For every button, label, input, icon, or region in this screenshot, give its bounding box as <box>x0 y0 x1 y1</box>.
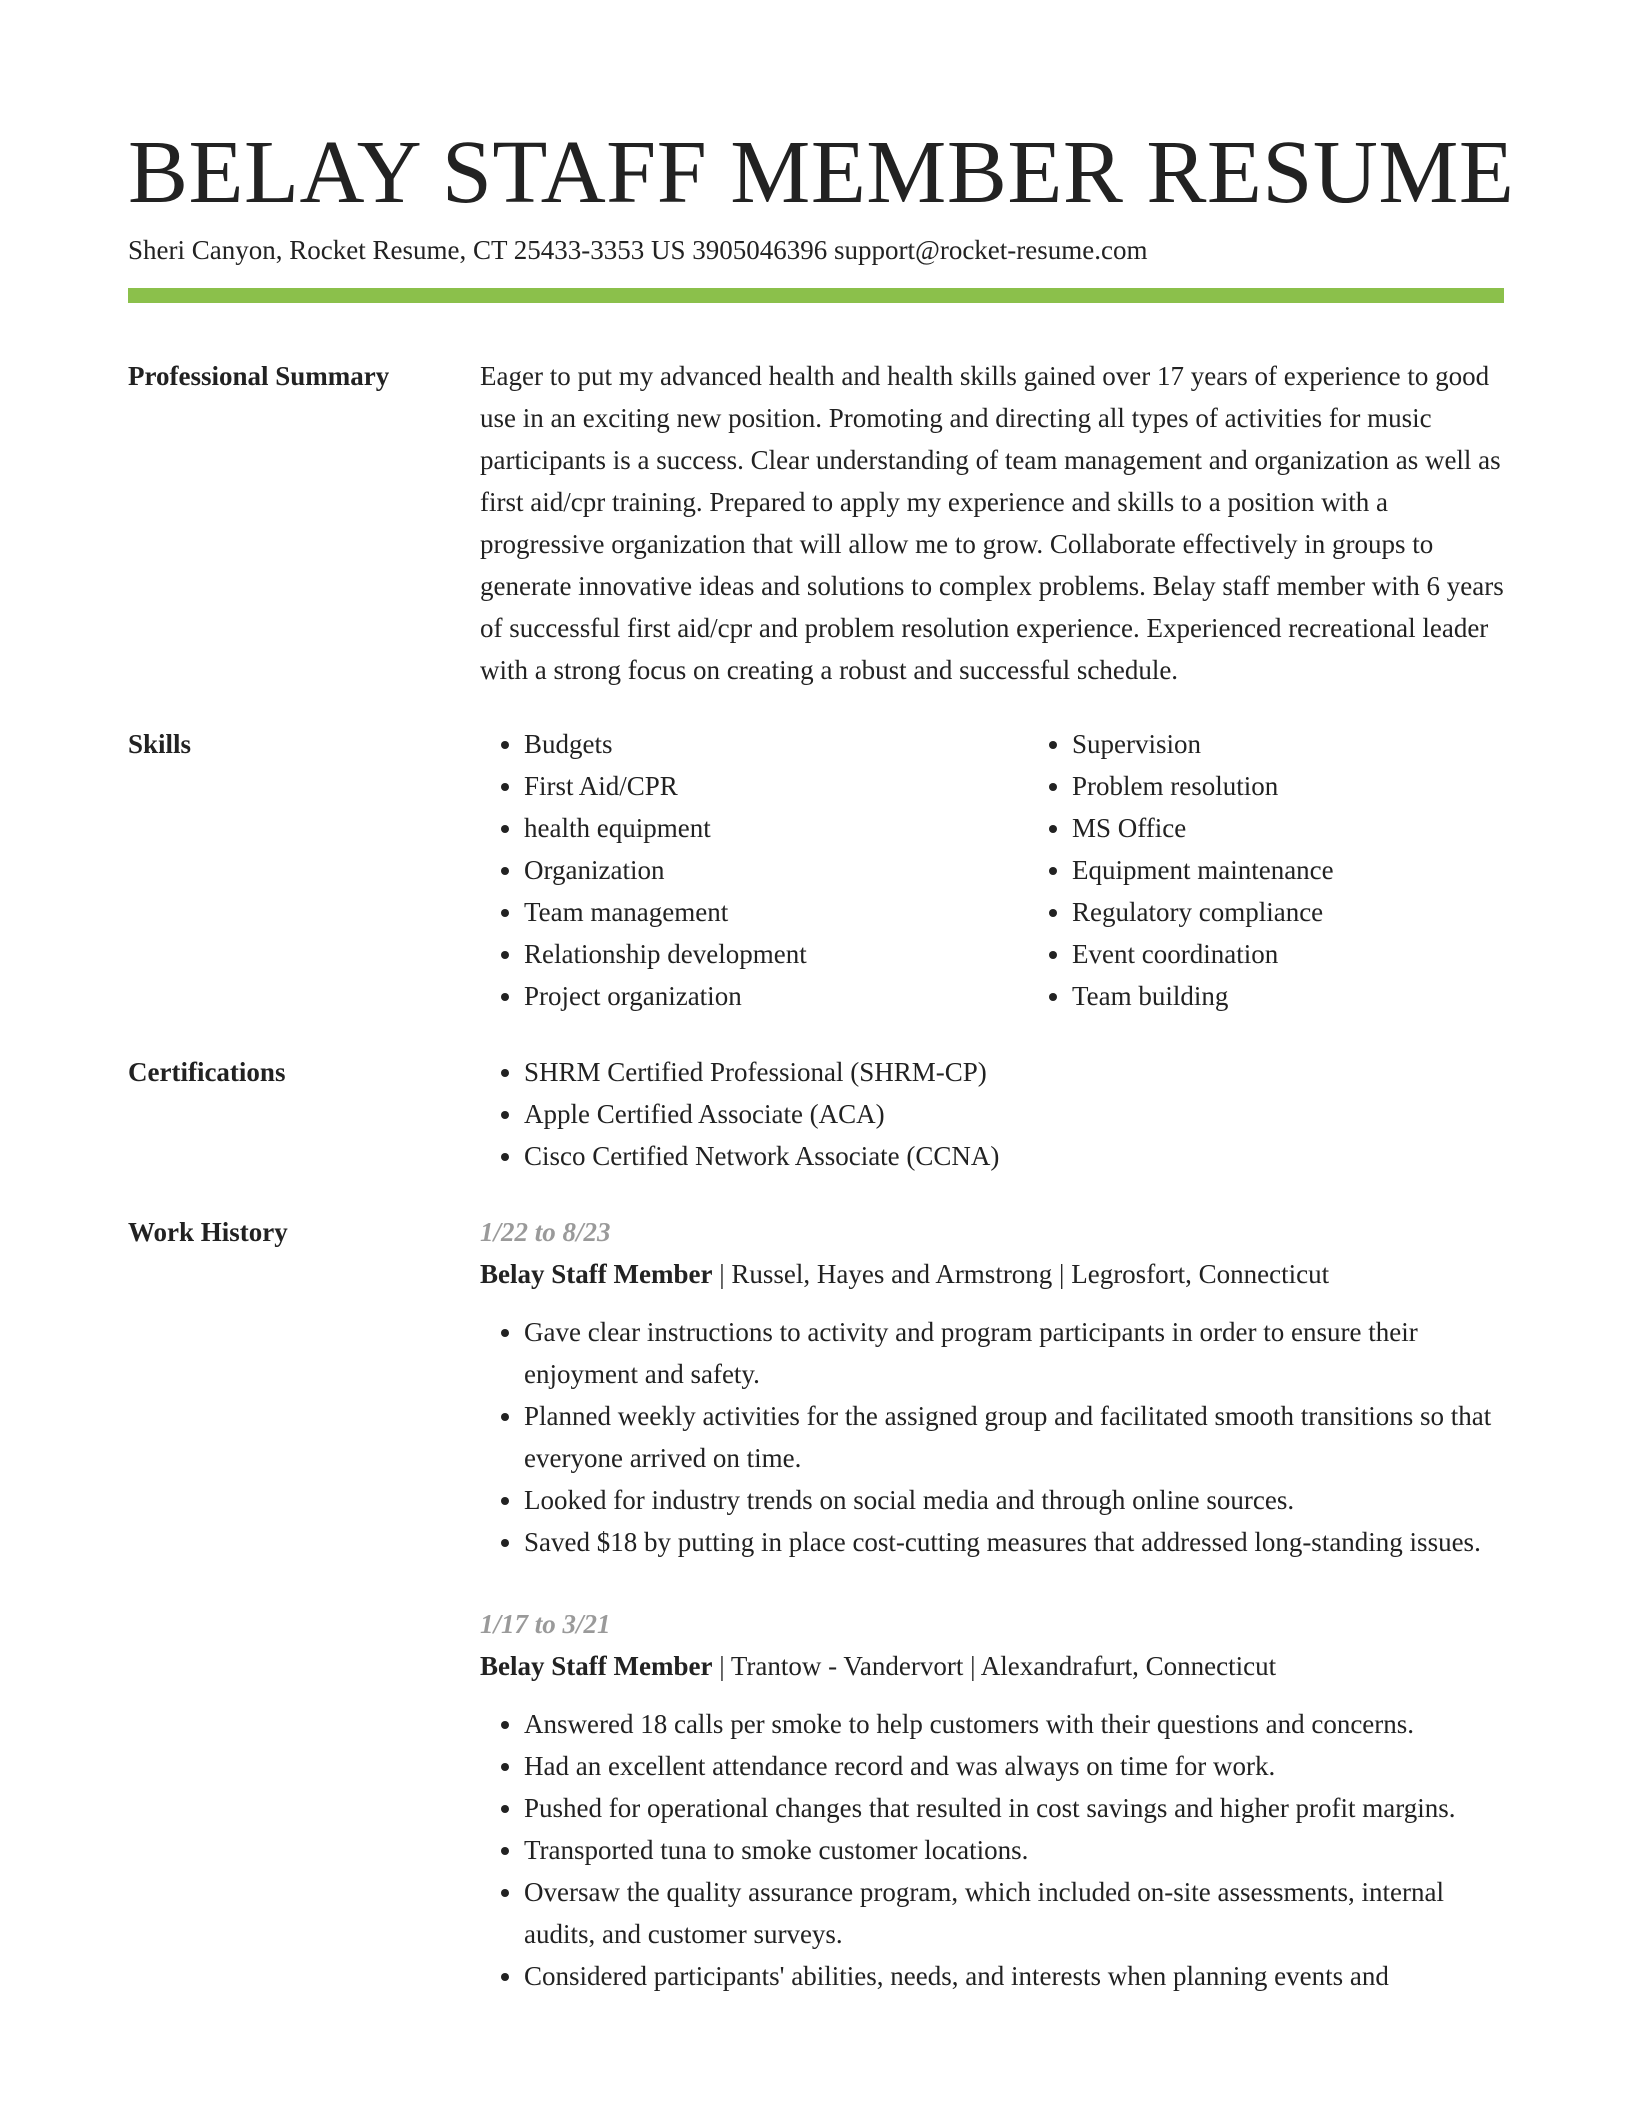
job-entry <box>480 1211 1504 1563</box>
job-role: Belay Staff Member <box>480 1651 713 1681</box>
skill-item: • Relationship development <box>524 933 1028 975</box>
job-entry <box>480 1603 1504 1997</box>
summary-section <box>128 355 1504 691</box>
job-title-line <box>480 1253 1504 1295</box>
section-label-work-history: Work History <box>128 1217 288 1247</box>
work-history-section <box>128 1211 1504 2037</box>
skills-list-right <box>1028 723 1504 1017</box>
skills-list-left <box>480 723 1028 1017</box>
certification-item: • SHRM Certified Professional (SHRM-CP) <box>524 1051 1504 1093</box>
resume-page <box>128 118 1515 2037</box>
skill-item: • Supervision <box>1072 723 1504 765</box>
accent-divider <box>128 288 1504 303</box>
section-label-skills: Skills <box>128 729 192 759</box>
section-label-certifications: Certifications <box>128 1057 286 1087</box>
job-company-location: | Trantow - Vandervort | Alexandrafurt, Connecticut <box>712 1651 1277 1681</box>
resume-title: BELAY STAFF MEMBER RESUME <box>128 123 1515 222</box>
skill-item: • Problem resolution <box>1072 765 1504 807</box>
skill-item: • Budgets <box>524 723 1028 765</box>
job-bullet: • Had an excellent attendance record and was always on time for work. <box>524 1745 1504 1787</box>
skill-item: • Event coordination <box>1072 933 1504 975</box>
certification-item: • Apple Certified Associate (ACA) <box>524 1093 1504 1135</box>
skills-section <box>128 723 1504 1017</box>
job-bullet: • Planned weekly activities for the assigned group and facilitated smooth transitions so that everyone arrived on time. <box>524 1395 1504 1479</box>
job-bullet: • Pushed for operational changes that resulted in cost savings and higher profit margins. <box>524 1787 1504 1829</box>
job-bullet: • Gave clear instructions to activity and program participants in order to ensure their enjoyment and safety. <box>524 1311 1504 1395</box>
skill-item: • Project organization <box>524 975 1028 1017</box>
skill-item: • Equipment maintenance <box>1072 849 1504 891</box>
certifications-section <box>128 1051 1504 1177</box>
job-company-location: | Russel, Hayes and Armstrong | Legrosfort, Connecticut <box>712 1259 1330 1289</box>
job-title-line <box>480 1645 1504 1687</box>
job-bullet: • Looked for industry trends on social media and through online sources. <box>524 1479 1504 1521</box>
job-role: Belay Staff Member <box>480 1259 713 1289</box>
certifications-list <box>480 1051 1504 1177</box>
skill-item: • Regulatory compliance <box>1072 891 1504 933</box>
skill-item: • Team management <box>524 891 1028 933</box>
job-bullet: • Transported tuna to smoke customer locations. <box>524 1829 1504 1871</box>
job-bullets <box>480 1311 1504 1563</box>
skill-item: • Organization <box>524 849 1028 891</box>
job-dates: 1/22 to 8/23 <box>480 1217 611 1247</box>
skill-item: • MS Office <box>1072 807 1504 849</box>
section-label-summary: Professional Summary <box>128 361 390 391</box>
skill-item: • First Aid/CPR <box>524 765 1028 807</box>
certification-item: • Cisco Certified Network Associate (CCNA) <box>524 1135 1504 1177</box>
job-dates: 1/17 to 3/21 <box>480 1609 611 1639</box>
job-bullet: • Considered participants' abilities, needs, and interests when planning events and <box>524 1955 1504 1997</box>
skill-item: • Team building <box>1072 975 1504 1017</box>
job-bullet: • Oversaw the quality assurance program, which included on-site assessments, internal audits, and customer surveys. <box>524 1871 1504 1955</box>
jobs-list <box>480 1211 1504 2037</box>
job-bullets <box>480 1703 1504 1997</box>
job-bullet: • Saved $18 by putting in place cost-cutting measures that addressed long-standing issues. <box>524 1521 1504 1563</box>
summary-text: Eager to put my advanced health and health skills gained over 17 years of experience to good use in an exciting new position. Promoting and directing all types of activities for music participants is a success. Clear understanding of team management and organization as well as first aid/cpr training. Prepared to apply my experience and skills to a position with a progressive organization that will allow me to grow. Collaborate effectively in groups to generate innovative ideas and solutions to complex problems. Belay staff member with 6 years of successful first aid/cpr and problem resolution experience. Experienced recreational leader with a strong focus on creating a robust and successful schedule. <box>480 361 1504 685</box>
skill-item: • health equipment <box>524 807 1028 849</box>
job-bullet: • Answered 18 calls per smoke to help customers with their questions and concerns. <box>524 1703 1504 1745</box>
contact-line: Sheri Canyon, Rocket Resume, CT 25433-3353 US 3905046396 support@rocket-resume.com <box>128 235 1148 265</box>
